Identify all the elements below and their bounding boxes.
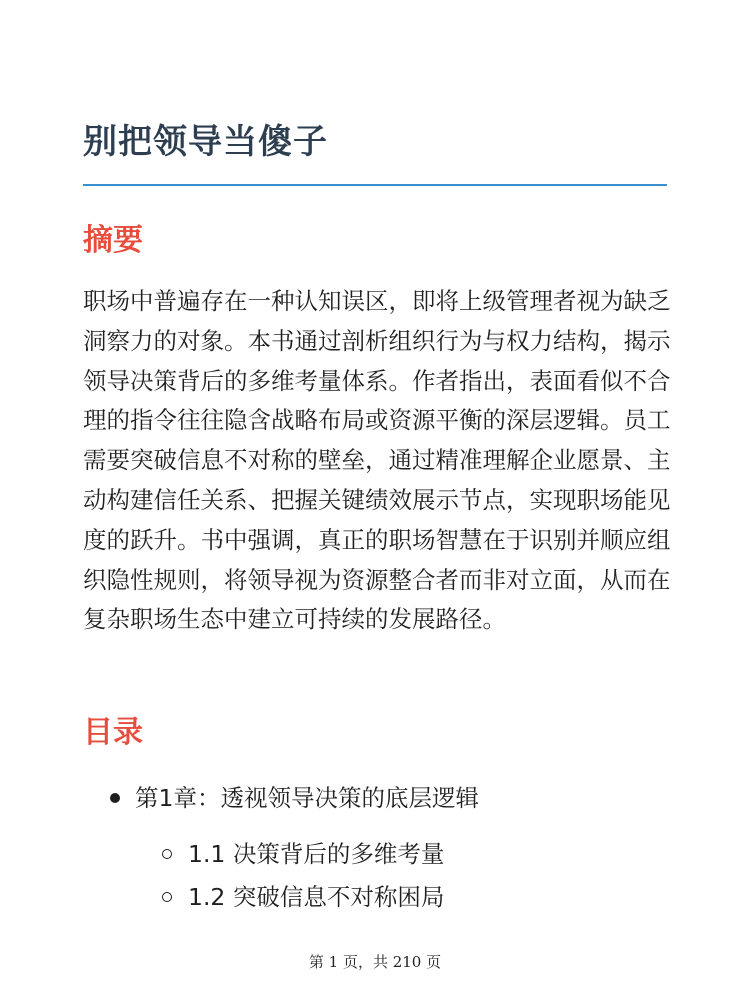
toc-chapter-1: 第1章：透视领导决策的底层逻辑 [135,784,479,812]
abstract-paragraph: 职场中普遍存在一种认知误区，即将上级管理者视为缺乏洞察力的对象。本书通过剖析组织行为与权力结构，揭示领导决策背后的多维考量体系。作者指出，表面看似不合理的指令往往隐含战略布局或资源平衡的深层逻辑。员工需要突破信息不对称的壁垒，通过精准理解企业愿景、主动构建信任关系、把握关键绩效展示节点，实现职场能见度的跃升。书中强调，真正的职场智慧在于识别并顺应组织隐性规则，将领导视为资源整合者而非对立面，从而在复杂职场生态中建立可持续的发展路径。 [83,287,671,634]
title-divider [83,184,667,186]
bullet-disc-icon [110,793,120,803]
toc-section-1-1: 1.1 决策背后的多维考量 [188,840,445,868]
page-footer: 第 1 页，共 210 页 [308,953,442,971]
bullet-circle-icon [162,892,172,902]
bullet-circle-icon [162,849,172,859]
abstract-heading: 摘要 [83,223,143,258]
toc-heading: 目录 [83,715,143,750]
document-title: 别把领导当傻子 [83,122,328,162]
toc-section-1-2: 1.2 突破信息不对称困局 [188,883,445,911]
